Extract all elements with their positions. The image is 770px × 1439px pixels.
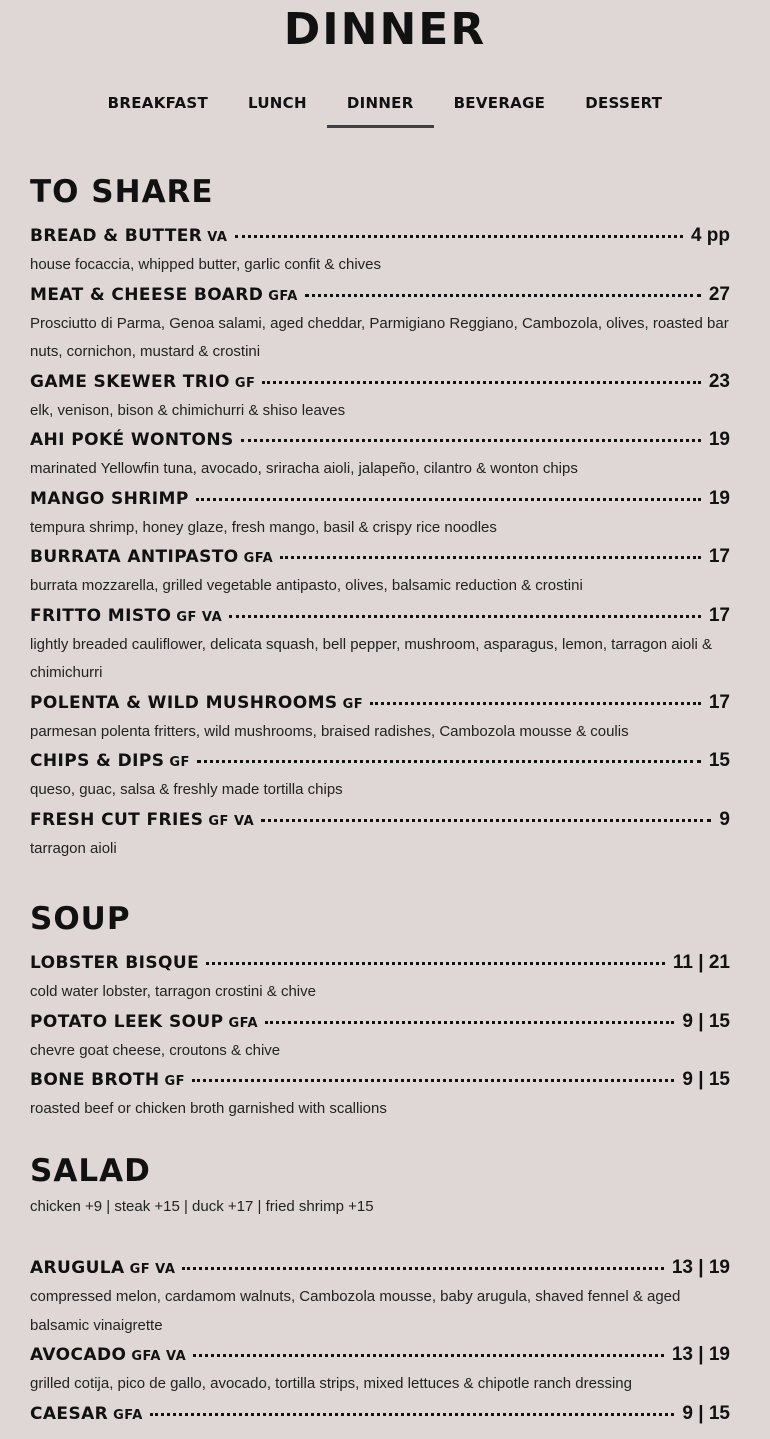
- menu-item-header: [30, 809, 730, 835]
- dot-leader: [192, 1079, 674, 1082]
- dietary-tag: GF: [164, 1074, 186, 1089]
- menu-item-header: [30, 1069, 730, 1095]
- menu-item-price: 9 | 15: [682, 1069, 730, 1090]
- menu-item-name: MEAT & CHEESE BOARD: [30, 284, 264, 305]
- menu-item-name: CHIPS & DIPS: [30, 751, 165, 771]
- menu-item-header: [30, 605, 730, 631]
- dietary-tag: GF VA: [208, 813, 255, 829]
- menu-item-price: 13 | 19: [671, 1257, 730, 1278]
- menu-item: [30, 952, 730, 1007]
- menu-item-name: BREAD & BUTTER: [30, 226, 203, 246]
- menu-item-name: LOBSTER BISQUE: [30, 953, 200, 973]
- menu-item-description: burrata mozzarella, grilled vegetable antipasto, olives, balsamic reduction & crostini: [30, 577, 583, 594]
- menu-item-header: [30, 1344, 730, 1370]
- menu-item-price: 27: [708, 283, 730, 305]
- menu-item-name: CAESAR: [30, 1403, 109, 1424]
- dietary-tag: GF: [342, 696, 364, 712]
- menu-item-header: [30, 546, 730, 572]
- menu-item-header: [30, 371, 730, 397]
- tab-lunch[interactable]: LUNCH: [248, 94, 307, 112]
- menu-item-name: FRITTO MISTO: [30, 605, 172, 626]
- menu-item-price: 17: [708, 691, 730, 713]
- menu-item-description: elk, venison, bison & chimichurri & shiso leaves: [30, 401, 346, 419]
- menu-item-price: 9: [719, 808, 730, 830]
- menu-item-name: GAME SKEWER TRIO: [30, 371, 230, 392]
- dot-leader: [261, 819, 711, 822]
- section-salad: [30, 1151, 730, 1433]
- menu-item-name: ARUGULA: [30, 1258, 125, 1278]
- tab-breakfast[interactable]: BREAKFAST: [107, 94, 208, 112]
- section-soup: [30, 899, 730, 1128]
- menu-item-header: [30, 750, 730, 776]
- menu-item: [30, 225, 730, 280]
- menu-item-header: [30, 225, 730, 251]
- dietary-tag: GF: [169, 755, 190, 770]
- menu-item-description: parmesan polenta fritters, wild mushrooms, braised radishes, Cambozola mousse & coulis: [30, 722, 629, 740]
- menu-item-description: marinated Yellowfin tuna, avocado, sriracha aioli, jalapeño, cilantro & wonton chips: [30, 460, 578, 477]
- dot-leader: [235, 235, 683, 238]
- menu-item-price: 17: [708, 604, 730, 626]
- dot-leader: [370, 702, 701, 705]
- menu-item-name: AHI POKÉ WONTONS: [30, 430, 234, 450]
- dietary-tag: GFA: [268, 288, 298, 304]
- menu-item-name: MANGO SHRIMP: [30, 488, 189, 509]
- menu-item-name: AVOCADO: [30, 1345, 127, 1365]
- menu-item-description: house focaccia, whipped butter, garlic confit & chives: [30, 256, 382, 273]
- menu-item-description: tempura shrimp, honey glaze, fresh mango, basil & crispy rice noodles: [30, 518, 497, 536]
- dietary-tag: GFA: [243, 551, 274, 566]
- dot-leader: [182, 1267, 663, 1270]
- menu-item-header: [30, 952, 730, 978]
- menu-item-description: cold water lobster, tarragon crostini & chive: [30, 983, 316, 1000]
- menu-item: [30, 284, 730, 367]
- menu-item: [30, 1069, 730, 1124]
- menu-item: [30, 1257, 730, 1340]
- dot-leader: [206, 962, 665, 965]
- tab-dinner[interactable]: DINNER: [327, 84, 434, 128]
- menu-item-header: [30, 1403, 730, 1429]
- menu-item-price: 11 | 21: [672, 952, 730, 973]
- menu-item-description: Prosciutto di Parma, Genoa salami, aged cheddar, Parmigiano Reggiano, Cambozola, olives, roasted bar nuts, cornichon, mustard & crostini: [30, 314, 729, 360]
- menu-item-name: POLENTA & WILD MUSHROOMS: [30, 692, 338, 713]
- menu-item-price: 4 pp: [690, 225, 730, 246]
- menu-item-price: 23: [708, 370, 730, 392]
- menu-item: [30, 371, 730, 426]
- menu-item-name: FRESH CUT FRIES: [30, 809, 204, 830]
- menu-item: [30, 809, 730, 864]
- page-title: DINNER: [283, 4, 487, 55]
- menu-item-description: tarragon aioli: [30, 839, 117, 857]
- menu-item-price: 19: [708, 487, 730, 509]
- tab-dessert[interactable]: DESSERT: [585, 94, 663, 112]
- menu-item-description: chevre goat cheese, croutons & chive: [30, 1041, 281, 1059]
- menu-item: [30, 750, 730, 805]
- menu-item-description: grilled cotija, pico de gallo, avocado, tortilla strips, mixed lettuces & chipotle ranch dressing: [30, 1375, 632, 1392]
- dietary-tag: GF: [234, 375, 256, 391]
- menu-item-header: [30, 1011, 730, 1037]
- dietary-tag: GF VA: [129, 1262, 176, 1277]
- dot-leader: [229, 615, 701, 618]
- dot-leader: [197, 760, 701, 763]
- dietary-tag: GFA: [113, 1407, 143, 1423]
- menu-item-header: [30, 284, 730, 310]
- dot-leader: [305, 294, 701, 297]
- dietary-tag: GFA: [228, 1015, 259, 1031]
- menu-item: [30, 692, 730, 747]
- menu-item-header: [30, 429, 730, 455]
- menu-item-price: 19: [708, 429, 730, 450]
- section-to-share: [30, 172, 730, 867]
- dot-leader: [262, 381, 700, 384]
- dot-leader: [265, 1021, 674, 1024]
- menu-item: [30, 1344, 730, 1399]
- menu-item-header: [30, 1257, 730, 1283]
- menu-item-price: 13 | 19: [671, 1344, 730, 1365]
- tab-beverage[interactable]: BEVERAGE: [453, 94, 546, 112]
- menu-item-price: 9 | 15: [682, 1010, 730, 1032]
- menu-item: [30, 429, 730, 484]
- menu-item: [30, 1403, 730, 1429]
- section-title: SOUP: [30, 901, 131, 937]
- menu-item-price: 9 | 15: [682, 1402, 730, 1424]
- dietary-tag: VA: [207, 230, 228, 245]
- menu-item-header: [30, 692, 730, 718]
- section-title: TO SHARE: [30, 174, 214, 210]
- menu-item: [30, 488, 730, 543]
- menu-tabs: [0, 84, 770, 128]
- menu-item-description: compressed melon, cardamom walnuts, Cambozola mousse, baby arugula, shaved fennel & aged balsamic vinaigrette: [30, 1288, 681, 1334]
- menu-item: [30, 605, 730, 688]
- dot-leader: [241, 439, 701, 442]
- menu-item-description: queso, guac, salsa & freshly made tortilla chips: [30, 781, 343, 798]
- menu-item-header: [30, 488, 730, 514]
- menu-item-name: BURRATA ANTIPASTO: [30, 547, 239, 567]
- menu-item-name: BONE BROTH: [30, 1070, 160, 1090]
- dot-leader: [150, 1413, 675, 1416]
- menu-item-description: roasted beef or chicken broth garnished with scallions: [30, 1100, 387, 1117]
- section-title: SALAD: [30, 1153, 151, 1189]
- dot-leader: [196, 498, 701, 501]
- dot-leader: [193, 1354, 664, 1357]
- menu-item: [30, 546, 730, 601]
- salad-addons-note: chicken +9 | steak +15 | duck +17 | fried shrimp +15: [30, 1198, 374, 1215]
- menu-item-price: 15: [708, 750, 730, 771]
- menu-item: [30, 1011, 730, 1066]
- menu-item-description: lightly breaded cauliflower, delicata squash, bell pepper, mushroom, asparagus, lemon, tarragon aioli & chimichurri: [30, 635, 713, 681]
- dietary-tag: GFA VA: [131, 1349, 187, 1364]
- dietary-tag: GF VA: [176, 609, 223, 625]
- menu-item-name: POTATO LEEK SOUP: [30, 1011, 224, 1032]
- menu-item-price: 17: [708, 546, 730, 567]
- dot-leader: [280, 556, 701, 559]
